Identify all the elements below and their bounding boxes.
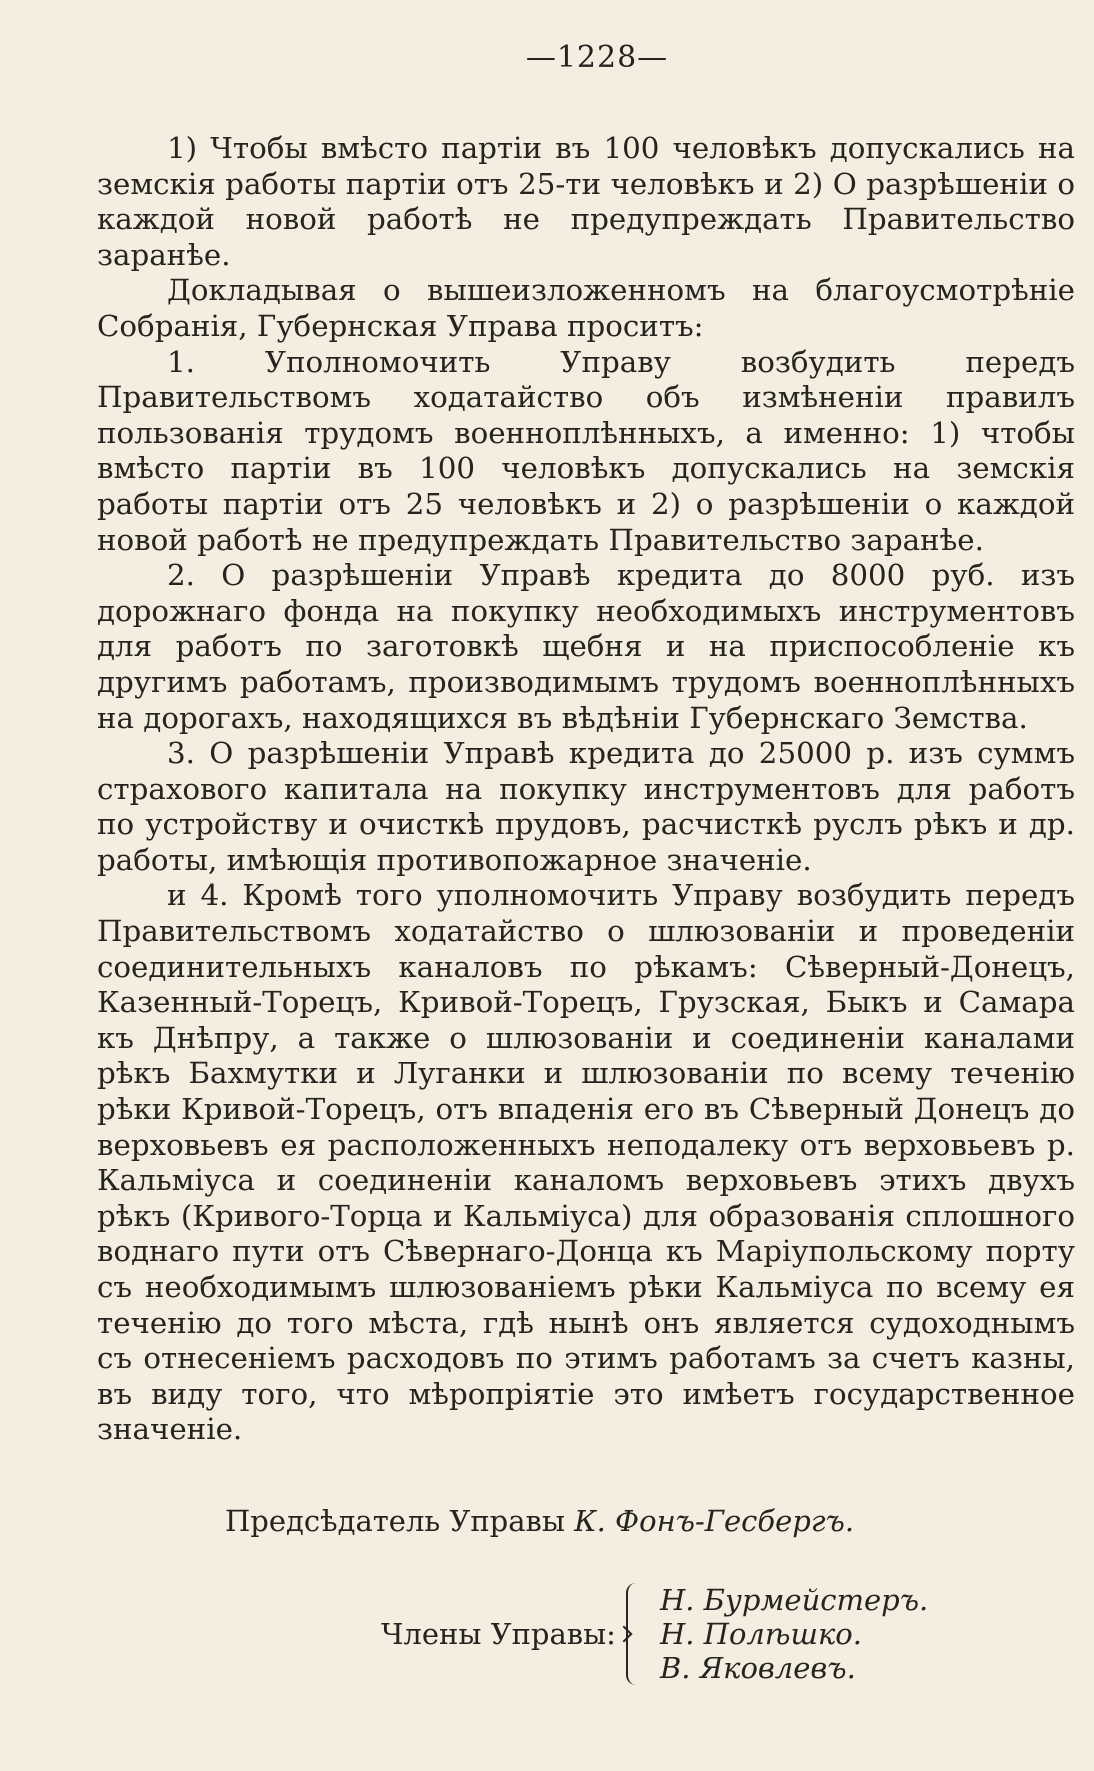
members-line <box>97 1583 1074 1685</box>
signature-block <box>97 1503 1074 1685</box>
members-list <box>660 1583 928 1685</box>
paragraph-1: 1) Чтобы вмѣсто партiи въ 100 человѣкъ допускались на земскiя работы партiи отъ 25-ти человѣкъ и 2) О разрѣшенiи о каждой новой работѣ не предупреждать Правительство заранѣе. <box>97 131 1075 272</box>
document-body <box>97 131 1075 1448</box>
paragraph-item-1: 1. Уполномочить Управу возбудить передъ Правительствомъ ходатайство объ измѣненiи правилъ пользованiя трудомъ военноплѣнныхъ, а именно: 1) чтобы вмѣсто партiи въ 100 человѣкъ допускались на земскiя работы партiи отъ 25 человѣкъ и 2) о разрѣшенiи о каждой новой работѣ не предупреждать Правительство заранѣе. <box>97 344 1075 557</box>
chair-label: Предсѣдатель Управы <box>225 1503 565 1538</box>
member-name: Н. Бурмейстеръ. <box>659 1582 929 1617</box>
page-number: —1228— <box>525 40 669 75</box>
paragraph-item-2: 2. О разрѣшенiи Управѣ кредита до 8000 руб. изъ дорожнаго фонда на покупку необходимыхъ инструментовъ для работъ по заготовкѣ щебня и на приспособленiе къ другимъ работамъ, производимымъ трудомъ военноплѣнныхъ на дорогахъ, находящихся въ вѣдѣнiи Губернскаго Земства. <box>97 558 1075 735</box>
chair-name: К. Фонъ-Гесбергъ. <box>574 1503 855 1538</box>
members-label: Члены Управы: <box>381 1616 616 1651</box>
chair-line <box>97 1503 1074 1539</box>
member-name: Н. Полѣшко. <box>659 1616 862 1651</box>
brace-icon <box>626 1583 642 1685</box>
member-name: В. Яковлевъ. <box>659 1650 856 1685</box>
paragraph-item-4: и 4. Кромѣ того уполномочить Управу возбудить передъ Правительствомъ ходатайство о шлюзованiи и проведенiи соединительныхъ каналовъ по рѣкамъ: Сѣверный-Донецъ, Казенный-Торецъ, Кривой-Торецъ, Грузская, Быкъ и Самара къ Днѣпру, а также о шлюзованiи и соединенiи каналами рѣкъ Бахмутки и Луганки и шлюзованiи по всему теченiю рѣки Кривой-Торецъ, отъ впаденiя его въ Сѣверный Донецъ до верховьевъ ея расположенныхъ неподалеку отъ верховьевъ р. Кальмiуса и соединенiи каналомъ верховьевъ этихъ двухъ рѣкъ (Кривого-Торца и Кальмiуса) для образованiя сплошного воднаго пути отъ Сѣвернаго-Донца къ Марiупольскому порту съ необходимымъ шлюзованiемъ рѣки Кальмiуса по всему ея теченiю до того мѣста, гдѣ нынѣ онъ является судоходнымъ съ отнесенiемъ расходовъ по этимъ работамъ за счетъ казны, въ виду того, что мѣропрiятiе это имѣетъ государственное значенiе. <box>97 878 1075 1447</box>
paragraph-item-3: 3. О разрѣшенiи Управѣ кредита до 25000 р. изъ суммъ страхового капитала на покупку инструментовъ для работъ по устройству и очисткѣ прудовъ, расчисткѣ руслъ рѣкъ и др. работы, имѣющiя противопожарное значенiе. <box>97 736 1075 877</box>
paragraph-2: Докладывая о вышеизложенномъ на благоусмотрѣнiе Собранiя, Губернская Управа проситъ: <box>97 273 1075 343</box>
